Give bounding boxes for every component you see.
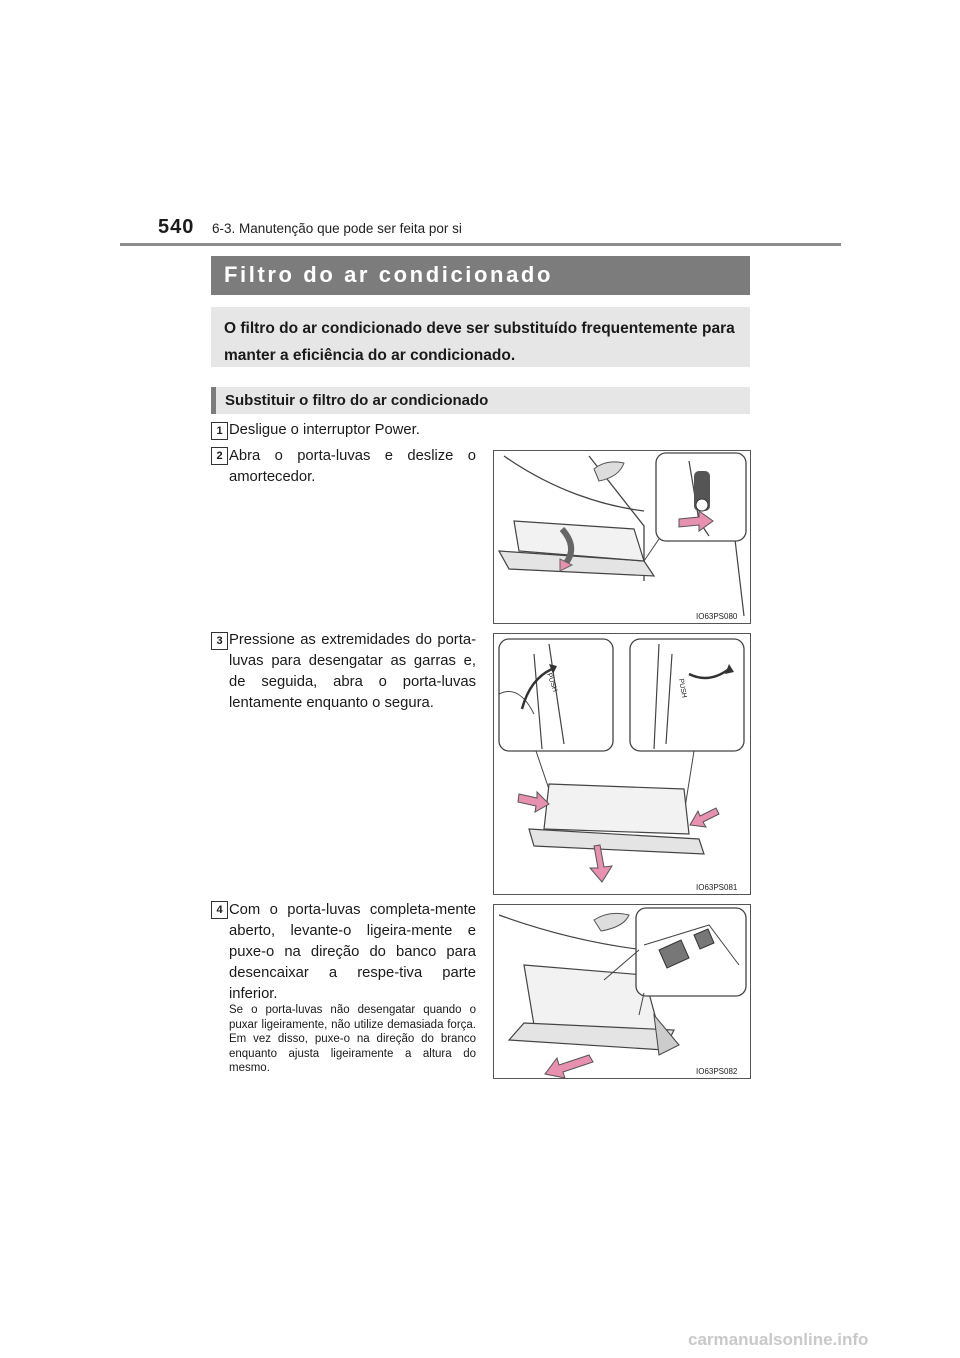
watermark: carmanualsonline.info: [688, 1330, 869, 1349]
figure-code-step-2: IO63PS080: [696, 612, 738, 621]
header-rule: [120, 243, 841, 246]
page-number: 540: [158, 216, 195, 238]
intro-text: O filtro do ar condicionado deve ser substituído frequentemente para manter a eficiência do ar condicionado.: [224, 320, 735, 364]
page-title: Filtro do ar condicionado: [224, 262, 553, 287]
step-2-number: 2: [211, 447, 228, 465]
figure-code-step-3: IO63PS081: [696, 883, 738, 892]
figure-step-3: [493, 633, 751, 895]
figure-step-4: [493, 904, 751, 1079]
intro-box: [211, 307, 750, 367]
step-1-text: Desligue o interruptor Power.: [229, 422, 420, 438]
subheading-accent: [211, 387, 216, 414]
section-title: 6-3. Manutenção que pode ser feita por si: [212, 221, 462, 236]
figure-step-2: [493, 450, 751, 624]
subheading-text: Substituir o filtro do ar condicionado: [225, 392, 489, 409]
glovebox-push-sides-illustration: [494, 634, 750, 894]
step-1-number: 1: [211, 422, 228, 440]
glovebox-open-illustration: [494, 451, 750, 623]
step-3-text: Pressione as extremidades do porta-luvas para desengatar as garras e, de seguida, abra o porta-luvas lentamente enquanto o segura.: [229, 632, 476, 711]
step-4-note: Se o porta-luvas não desengatar quando o puxar ligeiramente, não utilize demasiada força. Em vez disso, puxe-o na direção do branco enquanto ajusta ligeiramente a altura do mesmo.: [229, 1004, 476, 1074]
step-4-number: 4: [211, 901, 228, 919]
push-label-right: PUSH: [677, 678, 688, 699]
title-bar: [211, 256, 750, 295]
push-label-left: PUSH: [545, 672, 559, 693]
step-2-text: Abra o porta-luvas e deslize o amortecedor.: [229, 448, 476, 485]
figure-code-step-4: IO63PS082: [696, 1067, 738, 1076]
subheading-bar: [211, 387, 750, 414]
glovebox-remove-illustration: [494, 905, 750, 1078]
step-4-text: Com o porta-luvas completa-mente aberto, levante-o ligeira-mente e puxe-o na direção do banco para desencaixar a respe-tiva parte inferior.: [229, 902, 476, 1002]
step-3-number: 3: [211, 632, 228, 650]
